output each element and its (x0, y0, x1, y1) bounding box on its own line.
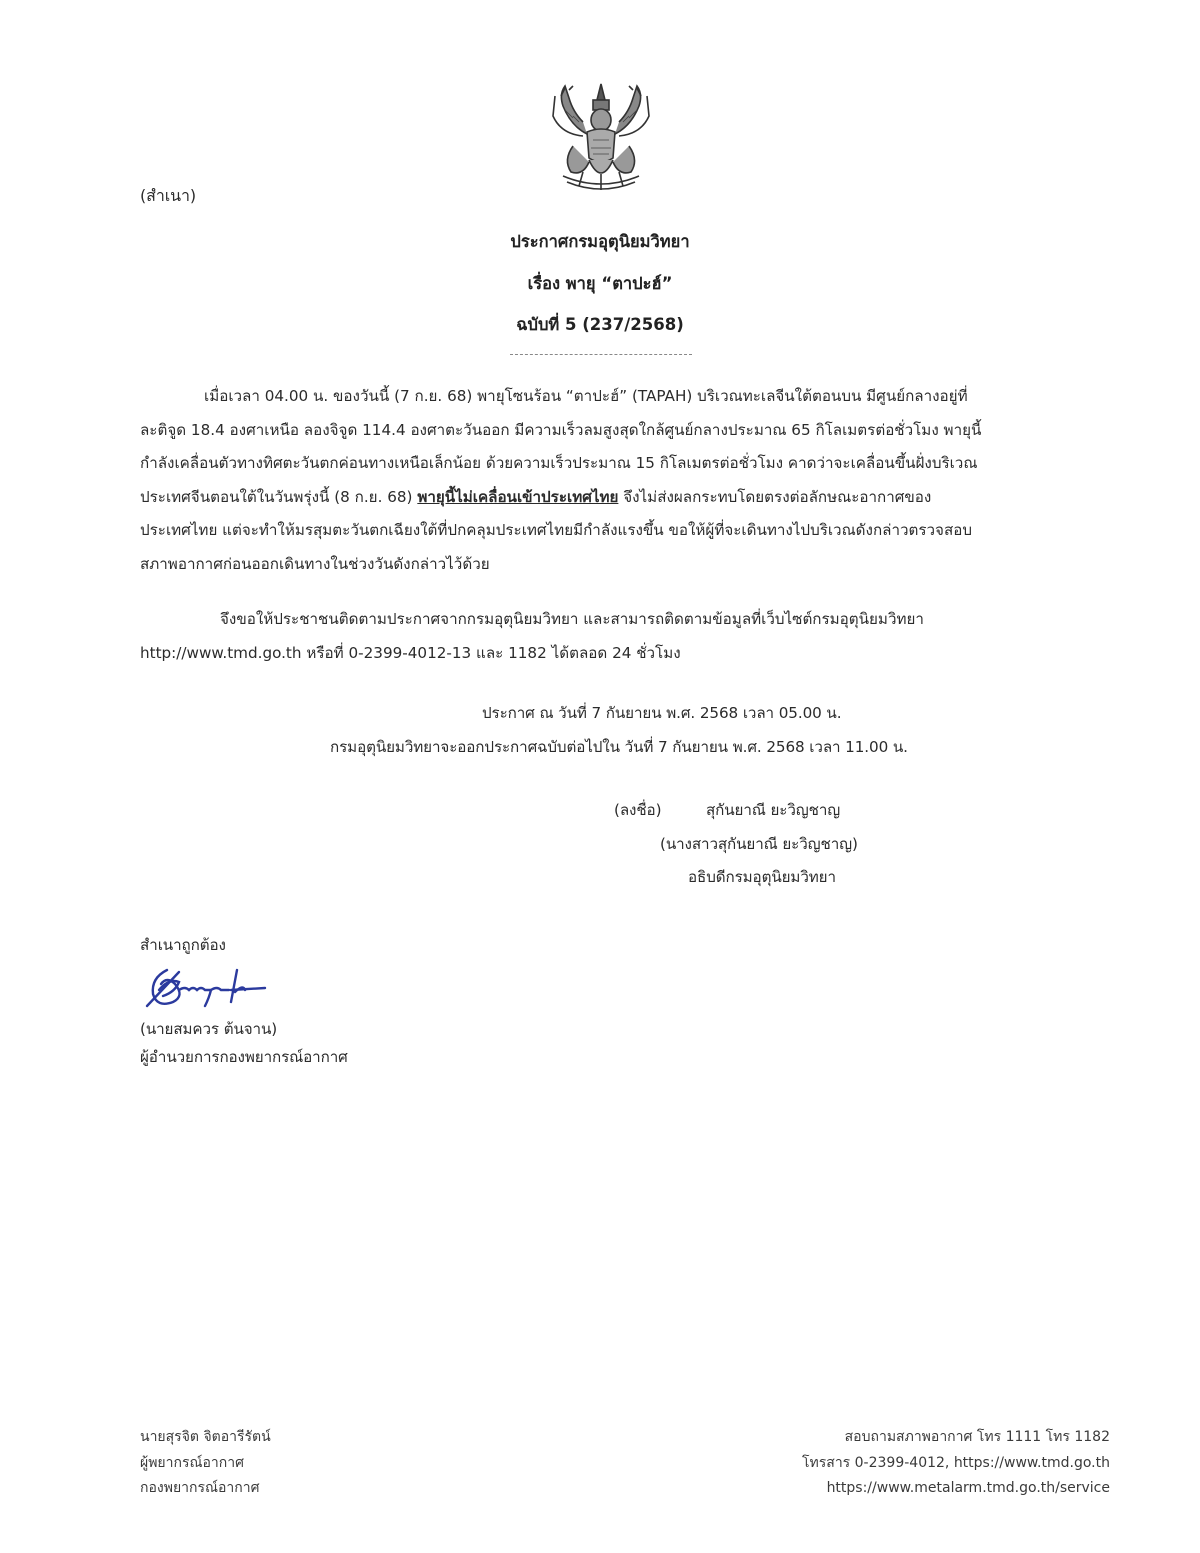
forecaster-name: นายสุรจิต จิตอารีรัตน์ (140, 1429, 271, 1445)
announcement-subject: เรื่อง พายุ “ตาปะฮ์” (527, 274, 673, 293)
paragraph-line: ละติจูด 18.4 องศาเหนือ ลองจิจูด 114.4 องศาตะวันออก มีความเร็วลมสูงสุดใกล้ศูนย์กลางประมาณ 65 กิโลเมตรต่อชั่วโมง พายุนี้ (140, 420, 982, 439)
storm-paragraph (140, 380, 1080, 581)
signatory-full-name: (นางสาวสุกันยาณี ยะวิญชาญ) (660, 835, 858, 853)
certified-copy-label: สำเนาถูกต้อง (140, 936, 226, 954)
paragraph-line: สภาพอากาศก่อนออกเดินทางในช่วงวันดังกล่าวไว้ด้วย (140, 554, 490, 573)
contact-phone: สอบถามสภาพอากาศ โทร 1111 โทร 1182 (844, 1429, 1110, 1445)
footer-contact (802, 1425, 1110, 1502)
announcement-title: ประกาศกรมอุตุนิยมวิทยา (510, 232, 690, 251)
signatory-title: อธิบดีกรมอุตุนิยมวิทยา (688, 868, 836, 886)
paragraph-line: กำลังเคลื่อนตัวทางทิศตะวันตกค่อนทางเหนือเล็กน้อย ด้วยความเร็วประมาณ 15 กิโลเมตรต่อชั่วโมง คาดว่าจะเคลื่อนขึ้นฝั่งบริเวณ (140, 454, 978, 472)
garuda-emblem-icon (543, 76, 659, 196)
paragraph-line: จึงขอให้ประชาชนติดตามประกาศจากกรมอุตุนิยมวิทยา และสามารถติดตามข้อมูลที่เว็บไซต์กรมอุตุนิยมวิทยา (220, 610, 924, 628)
signatory-name: สุกันยาณี ยะวิญชาญ (706, 801, 841, 819)
footer-forecaster (140, 1425, 271, 1502)
forecaster-role: ผู้พยากรณ์อากาศ (140, 1454, 244, 1471)
contact-service-url: https://www.metalarm.tmd.go.th/service (826, 1480, 1110, 1496)
certifier-name: (นายสมควร ต้นจาน) (140, 1020, 278, 1038)
next-issue-notice: กรมอุตุนิยมวิทยาจะออกประกาศฉบับต่อไปใน วันที่ 7 กันยายน พ.ศ. 2568 เวลา 11.00 น. (330, 738, 908, 756)
paragraph-line: เมื่อเวลา 04.00 น. ของวันนี้ (7 ก.ย. 68) พายุโซนร้อน “ตาปะฮ์” (TAPAH) บริเวณทะเลจีนใต้ตอนบน มีศูนย์กลางอยู่ที่ (204, 387, 968, 405)
announce-date: ประกาศ ณ วันที่ 7 กันยายน พ.ศ. 2568 เวลา 05.00 น. (482, 704, 842, 722)
certifier-title: ผู้อำนวยการกองพยากรณ์อากาศ (140, 1048, 348, 1066)
header-divider (510, 354, 692, 355)
paragraph-line: http://www.tmd.go.th หรือที่ 0-2399-4012-13 และ 1182 ได้ตลอด 24 ชั่วโมง (140, 643, 681, 662)
contact-fax-website: โทรสาร 0-2399-4012, https://www.tmd.go.th (802, 1454, 1110, 1471)
emphasis-text: พายุนี้ไม่เคลื่อนเข้าประเทศไทย (417, 487, 619, 506)
announcement-issue: ฉบับที่ 5 (237/2568) (516, 315, 684, 334)
contact-paragraph (140, 603, 1080, 670)
paragraph-text: จึงไม่ส่งผลกระทบโดยตรงต่อลักษณะอากาศของ (618, 487, 932, 506)
signed-label: (ลงชื่อ) (614, 801, 662, 819)
forecaster-division: กองพยากรณ์อากาศ (140, 1480, 260, 1496)
paragraph-line (140, 481, 1080, 515)
paragraph-line: ประเทศไทย แต่จะทำให้มรสุมตะวันตกเฉียงใต้ที่ปกคลุมประเทศไทยมีกำลังแรงขึ้น ขอให้ผู้ที่จะเดินทางไปบริเวณดังกล่าวตรวจสอบ (140, 521, 972, 539)
handwritten-signature-icon (145, 962, 270, 1014)
paragraph-text: ประเทศจีนตอนใต้ในวันพรุ่งนี้ (8 ก.ย. 68) (140, 487, 418, 506)
copy-mark: (สำเนา) (140, 186, 197, 205)
